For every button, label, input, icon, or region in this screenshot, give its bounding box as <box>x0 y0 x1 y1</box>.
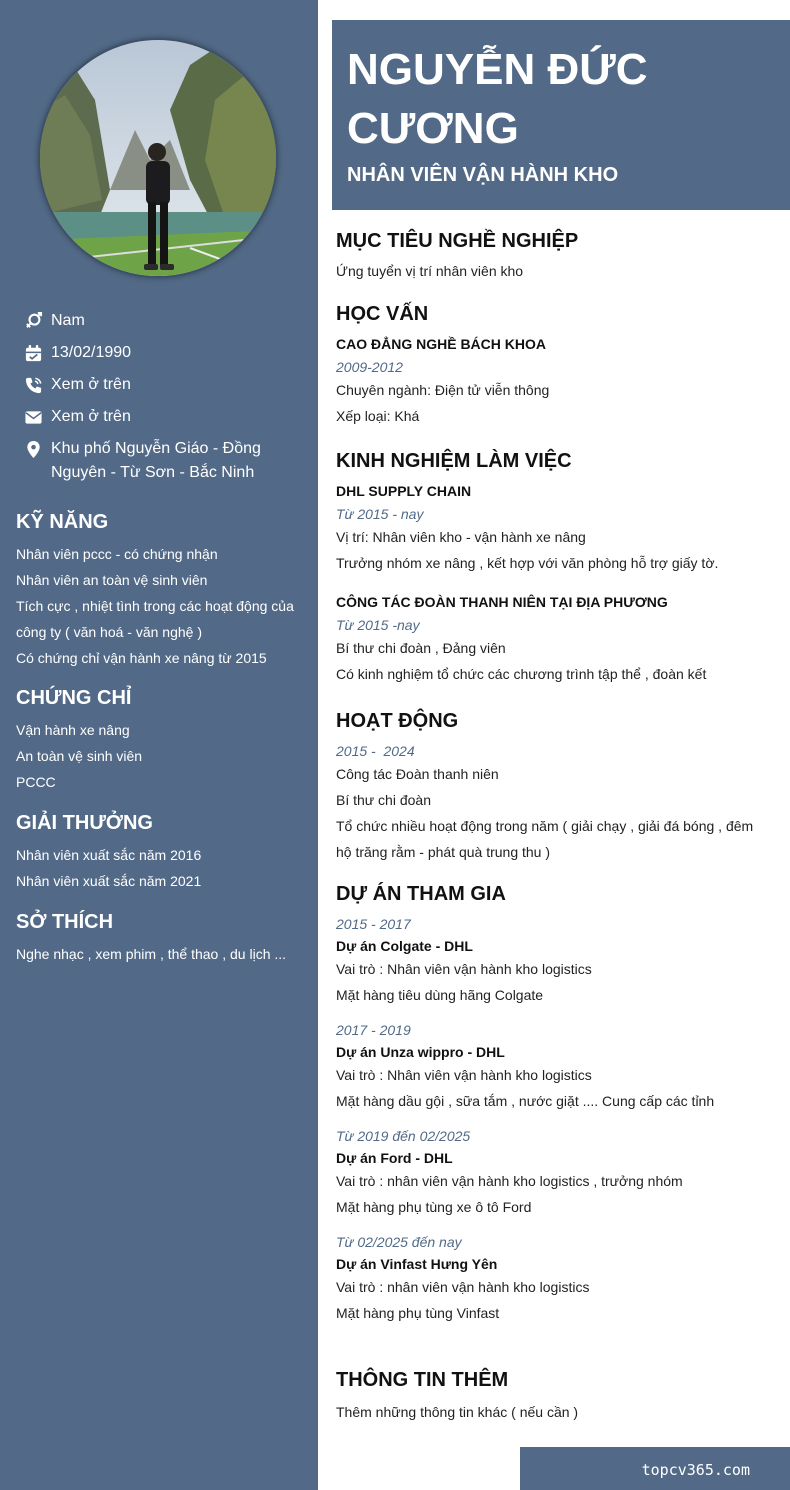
job-org: DHL SUPPLY CHAIN <box>336 483 472 499</box>
project-period: Từ 2019 đến 02/2025 <box>336 1128 471 1144</box>
objective-title: MỤC TIÊU NGHỀ NGHIỆP <box>336 230 579 252</box>
job-line: Bí thư chi đoàn , Đảng viên <box>336 640 506 656</box>
experience-title: KINH NGHIỆM LÀM VIỆC <box>336 450 572 472</box>
calendar-icon <box>24 344 43 363</box>
objective-section <box>336 228 766 284</box>
hobbies-text: Nghe nhạc , xem phim , thể thao , du lịch ... <box>16 946 287 962</box>
objective-text: Ứng tuyển vị trí nhân viên kho <box>336 263 524 279</box>
sidebar <box>0 0 318 1490</box>
awards-section <box>16 810 306 894</box>
phone-icon <box>24 376 43 395</box>
contact-address <box>24 437 294 485</box>
project-period: 2015 - 2017 <box>336 916 411 932</box>
gender-text: Nam <box>51 312 85 329</box>
hobbies-section <box>16 909 306 967</box>
awards-title: GIẢI THƯỞNG <box>16 812 153 834</box>
project-name: Dự án Colgate - DHL <box>336 938 473 954</box>
award-item: Nhân viên xuất sắc năm 2016 <box>16 847 202 863</box>
certificate-item: Vận hành xe nâng <box>16 722 130 738</box>
hobbies-title: SỞ THÍCH <box>16 911 114 933</box>
project-period: 2017 - 2019 <box>336 1022 411 1038</box>
project-name: Dự án Vinfast Hưng Yên <box>336 1256 498 1272</box>
projects-title: DỰ ÁN THAM GIA <box>336 883 506 905</box>
education-section <box>336 301 766 429</box>
certificate-item: PCCC <box>16 774 56 790</box>
birthday-text: 13/02/1990 <box>51 344 132 361</box>
contact-info <box>24 309 294 493</box>
job-org: CÔNG TÁC ĐOÀN THANH NIÊN TẠI ĐỊA PHƯƠNG <box>336 594 668 610</box>
extra-text: Thêm những thông tin khác ( nếu cần ) <box>336 1404 579 1420</box>
candidate-role: NHÂN VIÊN VẬN HÀNH KHO <box>347 164 619 186</box>
activities-section <box>336 708 766 865</box>
skill-item: Có chứng chỉ vận hành xe nâng từ 2015 <box>16 650 267 666</box>
education-period: 2009-2012 <box>336 359 403 375</box>
skills-title: KỸ NĂNG <box>16 511 109 533</box>
experience-section <box>336 448 766 687</box>
award-item: Nhân viên xuất sắc năm 2021 <box>16 873 202 889</box>
project-name: Dự án Unza wippro - DHL <box>336 1044 505 1060</box>
project-line: Mặt hàng phụ tùng Vinfast <box>336 1305 500 1321</box>
project-line: Mặt hàng dầu gội , sữa tắm , nước giặt .... Cung cấp các tỉnh <box>336 1093 715 1109</box>
project-period: Từ 02/2025 đến nay <box>336 1234 462 1250</box>
activity-line: Công tác Đoàn thanh niên <box>336 766 499 782</box>
activities-title: HOẠT ĐỘNG <box>336 710 459 732</box>
avatar <box>38 38 278 278</box>
job-line: Có kinh nghiệm tổ chức các chương trình tập thể , đoàn kết <box>336 666 707 682</box>
footer-bar <box>520 1447 790 1490</box>
address-text: Khu phố Nguyễn Giáo - Đồng Nguyên - Từ Sơn - Bắc Ninh <box>51 440 261 481</box>
project-line: Mặt hàng phụ tùng xe ô tô Ford <box>336 1199 532 1215</box>
location-pin-icon <box>24 440 43 459</box>
education-school: CAO ĐẲNG NGHỀ BÁCH KHOA <box>336 336 546 352</box>
activity-line: Tổ chức nhiều hoạt động trong năm ( giải chạy , giải đá bóng , đêm hộ trăng rằm - phát quà trung thu ) <box>336 818 754 860</box>
skills-section <box>16 509 306 671</box>
skill-item: Tích cực , nhiệt tình trong các hoạt động của công ty ( văn hoá - văn nghệ ) <box>16 598 294 640</box>
education-grade: Xếp loại: Khá <box>336 408 420 424</box>
project-name: Dự án Ford - DHL <box>336 1150 453 1166</box>
contact-gender <box>24 309 294 333</box>
phone-text: Xem ở trên <box>51 376 131 393</box>
job-period: Từ 2015 - nay <box>336 506 424 522</box>
extra-title: THÔNG TIN THÊM <box>336 1369 509 1391</box>
extra-section <box>336 1367 766 1425</box>
job-line: Vị trí: Nhân viên kho - vận hành xe nâng <box>336 529 586 545</box>
watermark: topcv365.com <box>641 1461 750 1479</box>
contact-phone <box>24 373 294 397</box>
activity-line: Bí thư chi đoàn <box>336 792 431 808</box>
skill-item: Nhân viên an toàn vệ sinh viên <box>16 572 208 588</box>
contact-birthday <box>24 341 294 365</box>
header <box>332 20 790 210</box>
email-icon <box>24 408 43 427</box>
contact-email <box>24 405 294 429</box>
project-line: Vai trò : nhân viên vận hành kho logistics , trưởng nhóm <box>336 1173 683 1189</box>
activities-period: 2015 - 2024 <box>336 743 415 759</box>
projects-section <box>336 881 766 1326</box>
skill-item: Nhân viên pccc - có chứng nhận <box>16 546 218 562</box>
project-line: Mặt hàng tiêu dùng hãng Colgate <box>336 987 544 1003</box>
education-major: Chuyên ngành: Điện tử viễn thông <box>336 382 550 398</box>
job-period: Từ 2015 -nay <box>336 617 420 633</box>
certificates-title: CHỨNG CHỈ <box>16 687 132 709</box>
project-line: Vai trò : nhân viên vận hành kho logistics <box>336 1279 590 1295</box>
education-title: HỌC VẤN <box>336 303 429 325</box>
project-line: Vai trò : Nhân viên vận hành kho logistics <box>336 961 592 977</box>
certificates-section <box>16 685 306 795</box>
email-text: Xem ở trên <box>51 408 131 425</box>
certificate-item: An toàn vệ sinh viên <box>16 748 143 764</box>
project-line: Vai trò : Nhân viên vận hành kho logistics <box>336 1067 592 1083</box>
candidate-name: NGUYỄN ĐỨC CƯƠNG <box>347 45 648 153</box>
gender-icon <box>24 312 43 331</box>
job-line: Trưởng nhóm xe nâng , kết hợp với văn phòng hỗ trợ giấy tờ. <box>336 555 719 571</box>
